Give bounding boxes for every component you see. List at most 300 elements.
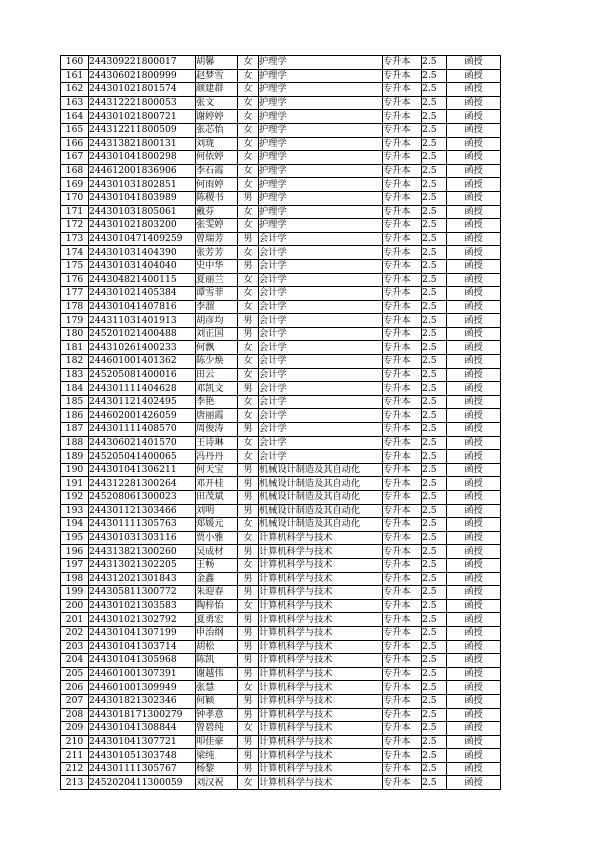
gender-cell: 女 — [238, 341, 259, 355]
study-level-cell: 专升本 — [383, 640, 422, 654]
study-level-cell: 专升本 — [383, 626, 422, 640]
study-level-cell: 专升本 — [383, 681, 422, 695]
gender-cell: 女 — [238, 409, 259, 423]
years-cell: 2.5 — [422, 219, 447, 233]
student-id-cell: 244301041803989 — [89, 191, 196, 205]
study-level-cell: 专升本 — [383, 735, 422, 749]
major-cell: 机械设计制造及其自动化 — [259, 491, 383, 505]
study-mode-cell: 函授 — [447, 423, 501, 437]
gender-cell: 男 — [238, 259, 259, 273]
study-level-cell: 专升本 — [383, 450, 422, 464]
row-number-cell: 173 — [61, 232, 89, 246]
study-level-cell: 专升本 — [383, 205, 422, 219]
major-cell: 会计学 — [259, 423, 383, 437]
study-level-cell: 专升本 — [383, 558, 422, 572]
student-id-cell: 244301021800721 — [89, 110, 196, 124]
gender-cell: 女 — [238, 436, 259, 450]
gender-cell: 女 — [238, 246, 259, 260]
study-level-cell: 专升本 — [383, 368, 422, 382]
major-cell: 会计学 — [259, 273, 383, 287]
student-id-cell: 244305811300772 — [89, 586, 196, 600]
student-name-cell: 金鑫 — [196, 572, 238, 586]
table-row — [61, 735, 501, 749]
gender-cell: 男 — [238, 314, 259, 328]
student-name-cell: 何依婷 — [196, 151, 238, 165]
student-name-cell: 杨黎 — [196, 762, 238, 776]
study-level-cell: 专升本 — [383, 232, 422, 246]
years-cell: 2.5 — [422, 137, 447, 151]
row-number-cell: 212 — [61, 762, 89, 776]
major-cell: 护理学 — [259, 191, 383, 205]
gender-cell: 男 — [238, 191, 259, 205]
major-cell: 计算机科学与技术 — [259, 681, 383, 695]
study-level-cell: 专升本 — [383, 314, 422, 328]
table-row — [61, 681, 501, 695]
table-row — [61, 205, 501, 219]
student-name-cell: 张芳芳 — [196, 246, 238, 260]
gender-cell: 男 — [238, 382, 259, 396]
row-number-cell: 160 — [61, 56, 89, 70]
student-name-cell: 朱迎春 — [196, 586, 238, 600]
major-cell: 计算机科学与技术 — [259, 558, 383, 572]
years-cell: 2.5 — [422, 491, 447, 505]
student-roster-table — [60, 55, 501, 790]
student-name-cell: 吴成材 — [196, 545, 238, 559]
major-cell: 计算机科学与技术 — [259, 654, 383, 668]
study-mode-cell: 函授 — [447, 341, 501, 355]
student-name-cell: 王诗琳 — [196, 436, 238, 450]
student-id-cell: 244301111305767 — [89, 762, 196, 776]
student-name-cell: 李溜 — [196, 300, 238, 314]
years-cell: 2.5 — [422, 572, 447, 586]
major-cell: 会计学 — [259, 436, 383, 450]
student-id-cell: 244313821800131 — [89, 137, 196, 151]
table-row — [61, 518, 501, 532]
study-mode-cell: 函授 — [447, 681, 501, 695]
major-cell: 护理学 — [259, 178, 383, 192]
years-cell: 2.5 — [422, 314, 447, 328]
major-cell: 会计学 — [259, 300, 383, 314]
student-name-cell: 王畅 — [196, 558, 238, 572]
major-cell: 会计学 — [259, 409, 383, 423]
student-name-cell: 李艳 — [196, 395, 238, 409]
student-name-cell: 张雯婷 — [196, 219, 238, 233]
major-cell: 护理学 — [259, 205, 383, 219]
major-cell: 机械设计制造及其自动化 — [259, 504, 383, 518]
study-mode-cell: 函授 — [447, 518, 501, 532]
study-mode-cell: 函授 — [447, 409, 501, 423]
table-row — [61, 327, 501, 341]
row-number-cell: 207 — [61, 694, 89, 708]
student-name-cell: 刘珑 — [196, 137, 238, 151]
major-cell: 会计学 — [259, 287, 383, 301]
student-id-cell: 244301821302346 — [89, 694, 196, 708]
table-row — [61, 640, 501, 654]
gender-cell: 女 — [238, 178, 259, 192]
gender-cell: 女 — [238, 83, 259, 97]
gender-cell: 男 — [238, 545, 259, 559]
student-id-cell: 244304821400115 — [89, 273, 196, 287]
student-name-cell: 陈少焕 — [196, 355, 238, 369]
student-id-cell: 245205041400065 — [89, 450, 196, 464]
student-name-cell: 何颖 — [196, 694, 238, 708]
years-cell: 2.5 — [422, 613, 447, 627]
student-name-cell: 田云 — [196, 368, 238, 382]
student-name-cell: 颜建群 — [196, 83, 238, 97]
student-id-cell: 245205081400016 — [89, 368, 196, 382]
years-cell: 2.5 — [422, 463, 447, 477]
table-row — [61, 355, 501, 369]
study-mode-cell: 函授 — [447, 572, 501, 586]
major-cell: 计算机科学与技术 — [259, 708, 383, 722]
years-cell: 2.5 — [422, 518, 447, 532]
student-id-cell: 2443010471409259 — [89, 232, 196, 246]
table-row — [61, 341, 501, 355]
gender-cell: 女 — [238, 558, 259, 572]
student-id-cell: 244301021803200 — [89, 219, 196, 233]
table-row — [61, 613, 501, 627]
years-cell: 2.5 — [422, 423, 447, 437]
student-id-cell: 244301031805061 — [89, 205, 196, 219]
table-row — [61, 123, 501, 137]
gender-cell: 男 — [238, 640, 259, 654]
major-cell: 计算机科学与技术 — [259, 749, 383, 763]
student-name-cell: 曾瑞芳 — [196, 232, 238, 246]
years-cell: 2.5 — [422, 531, 447, 545]
years-cell: 2.5 — [422, 56, 447, 70]
study-level-cell: 专升本 — [383, 545, 422, 559]
study-mode-cell: 函授 — [447, 83, 501, 97]
years-cell: 2.5 — [422, 545, 447, 559]
student-name-cell: 胡松 — [196, 640, 238, 654]
table-row — [61, 708, 501, 722]
student-name-cell: 戴芬 — [196, 205, 238, 219]
study-level-cell: 专升本 — [383, 382, 422, 396]
gender-cell: 男 — [238, 654, 259, 668]
major-cell: 会计学 — [259, 450, 383, 464]
study-level-cell: 专升本 — [383, 191, 422, 205]
study-level-cell: 专升本 — [383, 436, 422, 450]
row-number-cell: 162 — [61, 83, 89, 97]
study-mode-cell: 函授 — [447, 355, 501, 369]
study-level-cell: 专升本 — [383, 518, 422, 532]
study-level-cell: 专升本 — [383, 164, 422, 178]
major-cell: 护理学 — [259, 151, 383, 165]
study-mode-cell: 函授 — [447, 545, 501, 559]
gender-cell: 女 — [238, 368, 259, 382]
years-cell: 2.5 — [422, 395, 447, 409]
student-id-cell: 244301031303116 — [89, 531, 196, 545]
student-name-cell: 周俊涛 — [196, 423, 238, 437]
years-cell: 2.5 — [422, 640, 447, 654]
study-level-cell: 专升本 — [383, 749, 422, 763]
gender-cell: 女 — [238, 137, 259, 151]
years-cell: 2.5 — [422, 477, 447, 491]
row-number-cell: 190 — [61, 463, 89, 477]
gender-cell: 女 — [238, 355, 259, 369]
table-row — [61, 164, 501, 178]
major-cell: 计算机科学与技术 — [259, 722, 383, 736]
student-id-cell: 244602001426059 — [89, 409, 196, 423]
gender-cell: 男 — [238, 463, 259, 477]
table-row — [61, 69, 501, 83]
gender-cell: 女 — [238, 69, 259, 83]
study-level-cell: 专升本 — [383, 776, 422, 790]
study-mode-cell: 函授 — [447, 69, 501, 83]
study-level-cell: 专升本 — [383, 463, 422, 477]
major-cell: 护理学 — [259, 164, 383, 178]
years-cell: 2.5 — [422, 735, 447, 749]
table-row — [61, 191, 501, 205]
years-cell: 2.5 — [422, 654, 447, 668]
gender-cell: 女 — [238, 164, 259, 178]
table-row — [61, 368, 501, 382]
study-level-cell: 专升本 — [383, 123, 422, 137]
study-mode-cell: 函授 — [447, 273, 501, 287]
major-cell: 会计学 — [259, 314, 383, 328]
study-mode-cell: 函授 — [447, 219, 501, 233]
years-cell: 2.5 — [422, 599, 447, 613]
years-cell: 2.5 — [422, 232, 447, 246]
study-mode-cell: 函授 — [447, 654, 501, 668]
major-cell: 护理学 — [259, 69, 383, 83]
study-level-cell: 专升本 — [383, 327, 422, 341]
table-row — [61, 151, 501, 165]
major-cell: 机械设计制造及其自动化 — [259, 518, 383, 532]
student-id-cell: 244612001836906 — [89, 164, 196, 178]
table-row — [61, 450, 501, 464]
student-id-cell: 244301041303714 — [89, 640, 196, 654]
row-number-cell: 192 — [61, 491, 89, 505]
study-mode-cell: 函授 — [447, 749, 501, 763]
table-row — [61, 654, 501, 668]
table-row — [61, 246, 501, 260]
gender-cell: 女 — [238, 110, 259, 124]
major-cell: 计算机科学与技术 — [259, 626, 383, 640]
years-cell: 2.5 — [422, 368, 447, 382]
student-id-cell: 244301021801574 — [89, 83, 196, 97]
study-mode-cell: 函授 — [447, 722, 501, 736]
row-number-cell: 203 — [61, 640, 89, 654]
student-id-cell: 2443018171300279 — [89, 708, 196, 722]
years-cell: 2.5 — [422, 694, 447, 708]
years-cell: 2.5 — [422, 287, 447, 301]
gender-cell: 女 — [238, 96, 259, 110]
table-row — [61, 273, 501, 287]
table-row — [61, 232, 501, 246]
gender-cell: 女 — [238, 450, 259, 464]
student-id-cell: 244301121303466 — [89, 504, 196, 518]
study-mode-cell: 函授 — [447, 599, 501, 613]
table-row — [61, 572, 501, 586]
row-number-cell: 176 — [61, 273, 89, 287]
gender-cell: 男 — [238, 694, 259, 708]
study-mode-cell: 函授 — [447, 450, 501, 464]
study-mode-cell: 函授 — [447, 110, 501, 124]
study-level-cell: 专升本 — [383, 259, 422, 273]
years-cell: 2.5 — [422, 83, 447, 97]
student-id-cell: 244311031401913 — [89, 314, 196, 328]
gender-cell: 女 — [238, 151, 259, 165]
study-level-cell: 专升本 — [383, 341, 422, 355]
study-level-cell: 专升本 — [383, 613, 422, 627]
row-number-cell: 201 — [61, 613, 89, 627]
major-cell: 护理学 — [259, 137, 383, 151]
gender-cell: 男 — [238, 735, 259, 749]
years-cell: 2.5 — [422, 586, 447, 600]
major-cell: 会计学 — [259, 382, 383, 396]
study-mode-cell: 函授 — [447, 259, 501, 273]
student-id-cell: 244309221800017 — [89, 56, 196, 70]
gender-cell: 男 — [238, 423, 259, 437]
major-cell: 会计学 — [259, 327, 383, 341]
student-name-cell: 夏丽兰 — [196, 273, 238, 287]
row-number-cell: 194 — [61, 518, 89, 532]
table-row — [61, 667, 501, 681]
major-cell: 会计学 — [259, 395, 383, 409]
student-id-cell: 244301041308844 — [89, 722, 196, 736]
student-id-cell: 244301041307199 — [89, 626, 196, 640]
student-id-cell: 245201021400488 — [89, 327, 196, 341]
years-cell: 2.5 — [422, 327, 447, 341]
student-name-cell: 谭雪菲 — [196, 287, 238, 301]
student-id-cell: 244301041306211 — [89, 463, 196, 477]
student-name-cell: 刘正国 — [196, 327, 238, 341]
years-cell: 2.5 — [422, 382, 447, 396]
student-name-cell: 叩佳豪 — [196, 735, 238, 749]
student-id-cell: 245208061300023 — [89, 491, 196, 505]
table-row — [61, 137, 501, 151]
table-row — [61, 762, 501, 776]
major-cell: 护理学 — [259, 96, 383, 110]
years-cell: 2.5 — [422, 123, 447, 137]
years-cell: 2.5 — [422, 558, 447, 572]
study-mode-cell: 函授 — [447, 504, 501, 518]
row-number-cell: 161 — [61, 69, 89, 83]
student-name-cell: 史中华 — [196, 259, 238, 273]
years-cell: 2.5 — [422, 762, 447, 776]
row-number-cell: 200 — [61, 599, 89, 613]
student-id-cell: 244301051303748 — [89, 749, 196, 763]
row-number-cell: 179 — [61, 314, 89, 328]
row-number-cell: 163 — [61, 96, 89, 110]
years-cell: 2.5 — [422, 259, 447, 273]
row-number-cell: 206 — [61, 681, 89, 695]
table-row — [61, 56, 501, 70]
student-id-cell: 244601001401362 — [89, 355, 196, 369]
row-number-cell: 187 — [61, 423, 89, 437]
study-level-cell: 专升本 — [383, 137, 422, 151]
study-mode-cell: 函授 — [447, 735, 501, 749]
gender-cell: 男 — [238, 667, 259, 681]
major-cell: 机械设计制造及其自动化 — [259, 477, 383, 491]
student-name-cell: 张芯怡 — [196, 123, 238, 137]
gender-cell: 女 — [238, 518, 259, 532]
gender-cell: 女 — [238, 205, 259, 219]
row-number-cell: 209 — [61, 722, 89, 736]
row-number-cell: 177 — [61, 287, 89, 301]
study-level-cell: 专升本 — [383, 246, 422, 260]
major-cell: 护理学 — [259, 110, 383, 124]
study-level-cell: 专升本 — [383, 178, 422, 192]
major-cell: 计算机科学与技术 — [259, 599, 383, 613]
major-cell: 计算机科学与技术 — [259, 776, 383, 790]
row-number-cell: 165 — [61, 123, 89, 137]
student-name-cell: 冯丹丹 — [196, 450, 238, 464]
study-level-cell: 专升本 — [383, 83, 422, 97]
major-cell: 计算机科学与技术 — [259, 735, 383, 749]
table-row — [61, 259, 501, 273]
study-mode-cell: 函授 — [447, 436, 501, 450]
student-id-cell: 244301111404628 — [89, 382, 196, 396]
row-number-cell: 181 — [61, 341, 89, 355]
row-number-cell: 193 — [61, 504, 89, 518]
major-cell: 会计学 — [259, 259, 383, 273]
study-mode-cell: 函授 — [447, 586, 501, 600]
student-id-cell: 244301121402495 — [89, 395, 196, 409]
study-mode-cell: 函授 — [447, 96, 501, 110]
student-id-cell: 244306021401570 — [89, 436, 196, 450]
row-number-cell: 205 — [61, 667, 89, 681]
study-mode-cell: 函授 — [447, 477, 501, 491]
major-cell: 护理学 — [259, 83, 383, 97]
gender-cell: 男 — [238, 626, 259, 640]
study-level-cell: 专升本 — [383, 654, 422, 668]
study-mode-cell: 函授 — [447, 232, 501, 246]
row-number-cell: 169 — [61, 178, 89, 192]
table-row — [61, 694, 501, 708]
study-mode-cell: 函授 — [447, 314, 501, 328]
student-name-cell: 钟孝意 — [196, 708, 238, 722]
gender-cell: 男 — [238, 327, 259, 341]
study-level-cell: 专升本 — [383, 708, 422, 722]
years-cell: 2.5 — [422, 178, 447, 192]
major-cell: 计算机科学与技术 — [259, 667, 383, 681]
student-name-cell: 刘明 — [196, 504, 238, 518]
study-mode-cell: 函授 — [447, 327, 501, 341]
study-mode-cell: 函授 — [447, 708, 501, 722]
table-row — [61, 96, 501, 110]
study-mode-cell: 函授 — [447, 667, 501, 681]
study-level-cell: 专升本 — [383, 409, 422, 423]
student-name-cell: 张慧 — [196, 681, 238, 695]
study-level-cell: 专升本 — [383, 531, 422, 545]
study-mode-cell: 函授 — [447, 463, 501, 477]
study-level-cell: 专升本 — [383, 504, 422, 518]
row-number-cell: 170 — [61, 191, 89, 205]
gender-cell: 女 — [238, 776, 259, 790]
table-row — [61, 586, 501, 600]
table-row — [61, 409, 501, 423]
table-row — [61, 83, 501, 97]
row-number-cell: 164 — [61, 110, 89, 124]
student-name-cell: 谢越伟 — [196, 667, 238, 681]
major-cell: 计算机科学与技术 — [259, 694, 383, 708]
study-mode-cell: 函授 — [447, 382, 501, 396]
student-id-cell: 244310261400233 — [89, 341, 196, 355]
gender-cell: 男 — [238, 504, 259, 518]
study-mode-cell: 函授 — [447, 531, 501, 545]
study-level-cell: 专升本 — [383, 273, 422, 287]
student-id-cell: 244306021800999 — [89, 69, 196, 83]
gender-cell: 女 — [238, 123, 259, 137]
row-number-cell: 196 — [61, 545, 89, 559]
student-name-cell: 陈稷书 — [196, 191, 238, 205]
gender-cell: 女 — [238, 56, 259, 70]
study-level-cell: 专升本 — [383, 69, 422, 83]
major-cell: 会计学 — [259, 355, 383, 369]
study-mode-cell: 函授 — [447, 56, 501, 70]
